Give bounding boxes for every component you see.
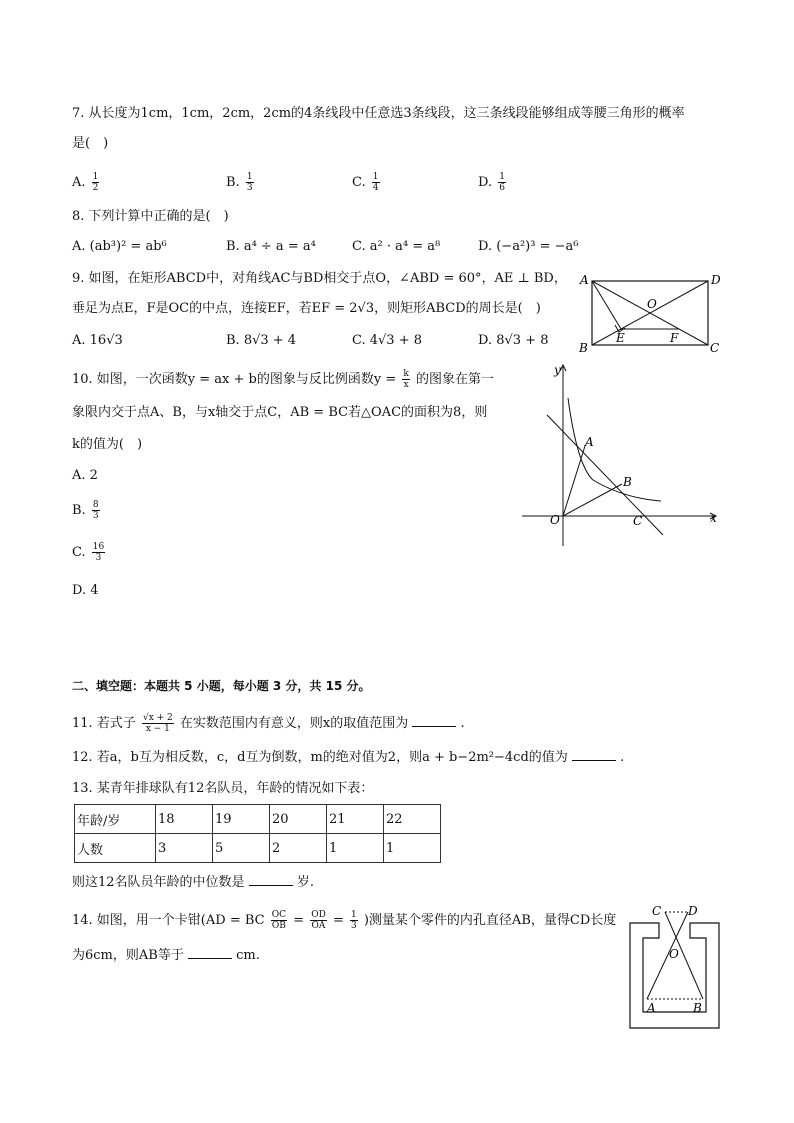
fraction-oc-ob — [271, 910, 287, 931]
label-a: A — [580, 273, 589, 287]
q7-stem-line1: 7. 从长度为1cm，1cm，2cm，2cm的4条线段中任意选3条线段，这三条线段能够组成等腰三角形的概率 — [72, 106, 685, 121]
table-cell: 20 — [270, 805, 327, 834]
q7-stem-line2: 是( ) — [72, 136, 109, 151]
numerator: OC — [271, 910, 286, 920]
q9-option-c[interactable]: C. 4√3 + 8 — [352, 333, 423, 348]
table-cell: 21 — [327, 805, 384, 834]
q13-unit: 岁. — [296, 875, 314, 890]
fraction-one-third — [350, 910, 358, 931]
denominator: OA — [311, 921, 326, 931]
fraction — [92, 172, 100, 193]
q10-stem-line2: 象限内交于点A、B，与x轴交于点C，AB = BC若△OAC的面积为8，则 — [72, 405, 488, 420]
fraction — [498, 172, 506, 193]
fraction — [372, 172, 380, 193]
q7-option-a[interactable] — [72, 172, 101, 193]
q9-stem-line1: 9. 如图，在矩形ABCD中，对角线AC与BD相交于点O，∠ABD = 60°，AE ⊥ BD， — [72, 271, 567, 286]
label-d: D — [688, 904, 698, 918]
denominator: x — [403, 380, 409, 390]
label-b: B — [579, 341, 588, 355]
table-cell: 2 — [270, 834, 327, 863]
table-cell: 人数 — [75, 834, 156, 863]
answer-blank[interactable] — [572, 748, 616, 761]
q13-stem: 13. 某青年排球队有12名队员，年龄的情况如下表： — [72, 781, 374, 796]
numerator: √x + 2 — [142, 713, 173, 723]
label-o: O — [550, 513, 560, 527]
option-label: C. — [352, 175, 366, 190]
q12-text: 12. 若a，b互为相反数，c，d互为倒数，m的绝对值为2，则a + b−2m²−4cd的值为 — [72, 750, 568, 765]
caliper-frame — [630, 923, 719, 1028]
fraction — [246, 172, 254, 193]
q10-stem-part2: 的图象在第一 — [415, 372, 494, 387]
q10-stem-line3: k的值为( ) — [72, 437, 143, 452]
q10-option-a[interactable]: A. 2 — [72, 468, 98, 483]
q14-unit: cm. — [236, 948, 260, 963]
label-a: A — [647, 1001, 656, 1015]
label-x: x — [710, 511, 717, 525]
q14-line2-text: 为6cm，则AB等于 — [72, 948, 184, 963]
denominator: OB — [271, 921, 286, 931]
q11-stem — [72, 713, 465, 734]
fraction — [92, 500, 100, 521]
q12-stem — [72, 748, 624, 767]
equals-sign: = — [332, 913, 344, 928]
q14-stem-line1 — [72, 910, 616, 931]
table-cell: 3 — [156, 834, 213, 863]
denominator: 3 — [95, 553, 102, 563]
option-label: A. — [72, 175, 86, 190]
table-cell: 19 — [213, 805, 270, 834]
numerator: 8 — [92, 500, 99, 510]
q10-option-c[interactable] — [72, 542, 107, 563]
q10-stem-part1: 10. 如图，一次函数y = ax + b的图象与反比例函数y = — [72, 372, 401, 387]
q14-stem-line2 — [72, 946, 260, 965]
numerator: OD — [311, 910, 326, 920]
table-row — [75, 834, 441, 863]
label-o: O — [669, 947, 679, 961]
label-d: D — [711, 273, 721, 287]
linear-function-line — [547, 415, 663, 535]
numerator: 1 — [350, 910, 357, 920]
denominator: 6 — [499, 183, 505, 193]
fraction-k-over-x — [402, 369, 409, 390]
q9-option-a[interactable]: A. 16√3 — [72, 333, 123, 348]
table-row — [75, 805, 441, 834]
hyperbola-curve — [568, 398, 661, 501]
label-o: O — [647, 297, 657, 311]
label-b: B — [693, 1001, 702, 1015]
label-c: C — [652, 904, 662, 918]
numerator: 1 — [499, 172, 505, 182]
table-cell: 1 — [327, 834, 384, 863]
q8-option-d[interactable]: D. (−a²)³ = −a⁶ — [478, 239, 579, 254]
q14-part2: )测量某个零件的内孔直径AB，量得CD长度 — [363, 913, 617, 928]
q9-option-b[interactable]: B. 8√3 + 4 — [226, 333, 297, 348]
table-cell: 1 — [384, 834, 441, 863]
answer-blank[interactable] — [249, 873, 293, 886]
section-heading-fill-in: 二、填空题：本题共 5 小题，每小题 3 分，共 15 分。 — [72, 679, 371, 693]
table-cell: 22 — [384, 805, 441, 834]
equals-sign: = — [293, 913, 305, 928]
q9-option-d[interactable]: D. 8√3 + 8 — [478, 333, 549, 348]
q10-function-graph-figure — [515, 360, 730, 550]
q8-option-b[interactable]: B. a⁴ ÷ a = a⁴ — [226, 239, 316, 254]
q12-end: . — [620, 750, 625, 765]
label-a: A — [585, 435, 594, 449]
q14-caliper-figure — [622, 900, 727, 1035]
q10-option-b[interactable] — [72, 500, 102, 521]
q11-prefix: 11. 若式子 — [72, 716, 136, 731]
denominator: 3 — [350, 921, 357, 931]
label-y: y — [554, 363, 561, 377]
numerator: 1 — [372, 172, 379, 182]
label-c: C — [710, 341, 720, 355]
table-cell: 年龄/岁 — [75, 805, 156, 834]
denominator: 3 — [92, 511, 99, 521]
age-table — [74, 804, 441, 863]
answer-blank[interactable] — [188, 946, 232, 959]
q10-stem-line1 — [72, 369, 494, 390]
denominator: 3 — [246, 183, 253, 193]
numerator: 1 — [92, 172, 99, 182]
q7-option-c[interactable] — [352, 172, 382, 193]
label-c: C — [633, 514, 643, 528]
q9-stem-line2: 垂足为点E，F是OC的中点，连接EF，若EF = 2√3，则矩形ABCD的周长是( ) — [72, 301, 541, 316]
q11-suffix: 在实数范围内有意义，则x的取值范围为 — [179, 716, 409, 731]
q8-option-c[interactable]: C. a² · a⁴ = a⁸ — [352, 239, 441, 254]
label-f: F — [670, 331, 679, 345]
q14-part1: 14. 如图，用一个卡钳(AD = BC — [72, 913, 265, 928]
label-b: B — [623, 475, 632, 489]
q7-option-d[interactable] — [478, 172, 508, 193]
option-label: C. — [72, 545, 86, 560]
q7-option-b[interactable] — [226, 172, 256, 193]
q13-after-text: 则这12名队员年龄的中位数是 — [72, 875, 245, 890]
denominator: 4 — [372, 183, 379, 193]
option-label: B. — [72, 503, 86, 518]
caliper-arm-da — [647, 912, 688, 999]
option-label: D. — [478, 175, 493, 190]
option-label: B. — [226, 175, 240, 190]
label-e: E — [616, 331, 625, 345]
q10-option-d[interactable]: D. 4 — [72, 583, 99, 598]
q9-rectangle-figure — [570, 268, 730, 356]
table-cell: 5 — [213, 834, 270, 863]
denominator: 2 — [92, 183, 99, 193]
q8-option-a[interactable]: A. (ab³)² = ab⁶ — [72, 239, 167, 254]
numerator: k — [403, 369, 409, 379]
fraction-od-oa — [310, 910, 327, 931]
denominator: x − 1 — [145, 724, 170, 734]
fraction — [92, 542, 105, 563]
answer-blank[interactable] — [412, 714, 456, 727]
q8-stem: 8. 下列计算中正确的是( ) — [72, 209, 229, 224]
numerator: 16 — [92, 542, 105, 552]
q11-end: . — [460, 716, 465, 731]
table-cell: 18 — [156, 805, 213, 834]
numerator: 1 — [246, 172, 253, 182]
q13-after — [72, 873, 314, 892]
segment-ae — [592, 281, 621, 329]
fraction-sqrt — [142, 713, 174, 734]
